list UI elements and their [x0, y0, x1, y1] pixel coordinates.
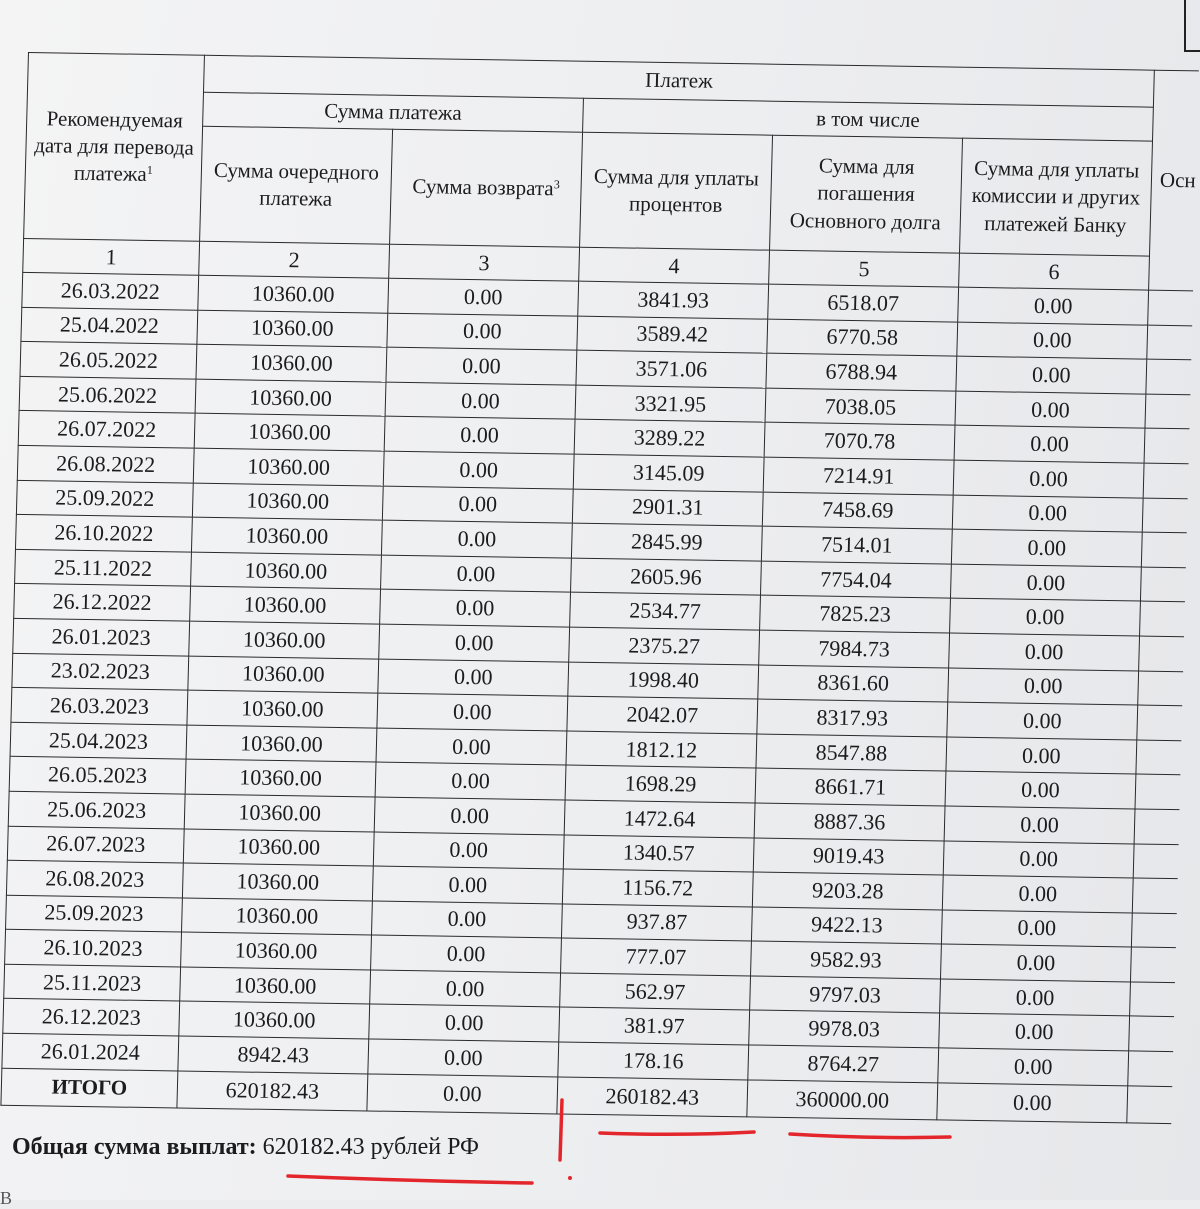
column-number: 3 — [389, 244, 580, 281]
cell-refund: 0.00 — [387, 313, 578, 351]
truncated-cell — [1130, 947, 1175, 982]
cell-date: 26.05.2023 — [9, 757, 186, 794]
cell-date: 26.01.2024 — [2, 1033, 179, 1070]
cell-principal: 9797.03 — [750, 976, 941, 1014]
cell-refund: 0.00 — [370, 970, 561, 1008]
cell-refund: 0.00 — [377, 693, 568, 731]
cell-commission: 0.00 — [939, 1013, 1130, 1051]
total-regular: 620182.43 — [177, 1071, 368, 1111]
cell-refund: 0.00 — [384, 417, 575, 455]
cell-date: 25.04.2022 — [21, 307, 198, 344]
cell-principal: 8661.71 — [755, 768, 946, 806]
cell-regular-payment: 10360.00 — [191, 517, 382, 555]
column-number: 1 — [23, 238, 200, 275]
cell-principal: 8764.27 — [748, 1045, 939, 1083]
underline-principal-total — [790, 1134, 950, 1138]
cell-principal: 9582.93 — [751, 941, 942, 979]
cell-regular-payment: 10360.00 — [186, 725, 377, 763]
cell-date: 25.11.2023 — [4, 964, 181, 1001]
cell-commission: 0.00 — [943, 840, 1134, 878]
cell-commission: 0.00 — [949, 633, 1140, 671]
cell-regular-payment: 10360.00 — [194, 414, 385, 452]
cell-refund: 0.00 — [374, 797, 565, 835]
header-commission: Сумма для уплаты комиссии и других платежей Банку — [960, 138, 1153, 256]
cell-interest: 3145.09 — [573, 454, 764, 492]
cell-interest: 3841.93 — [578, 281, 769, 319]
truncated-cell — [1134, 809, 1179, 844]
cell-principal: 8547.88 — [756, 734, 947, 772]
cell-date: 26.01.2023 — [13, 618, 190, 655]
truncated-cell — [1128, 1051, 1173, 1086]
cell-refund: 0.00 — [369, 1004, 560, 1042]
cell-commission: 0.00 — [947, 702, 1138, 740]
cell-commission: 0.00 — [953, 460, 1144, 498]
cell-principal: 9019.43 — [753, 838, 944, 876]
cell-interest: 2534.77 — [570, 592, 761, 630]
cell-refund: 0.00 — [388, 278, 579, 316]
cell-date: 26.08.2023 — [6, 860, 183, 897]
cell-interest: 3571.06 — [576, 350, 767, 388]
truncated-cell — [1145, 394, 1190, 429]
cell-regular-payment: 10360.00 — [193, 448, 384, 486]
schedule-rows — [2, 272, 1193, 1086]
cell-regular-payment: 10360.00 — [192, 483, 383, 521]
cell-date: 25.09.2022 — [16, 480, 193, 517]
header-sum-group: Сумма платежа — [203, 92, 584, 132]
cell-refund: 0.00 — [371, 901, 562, 939]
truncated-cell — [1138, 671, 1183, 706]
cell-refund: 0.00 — [378, 659, 569, 697]
cell-date: 26.10.2023 — [5, 930, 182, 967]
cell-commission: 0.00 — [942, 875, 1133, 913]
cell-regular-payment: 10360.00 — [181, 932, 372, 970]
cell-interest: 937.87 — [561, 904, 752, 942]
cell-regular-payment: 8942.43 — [178, 1036, 369, 1074]
payment-schedule-table — [0, 52, 1198, 1124]
cell-commission: 0.00 — [954, 425, 1145, 463]
cell-principal: 8887.36 — [754, 803, 945, 841]
truncated-cell — [1136, 740, 1181, 775]
column-number: 6 — [959, 253, 1150, 290]
summary-label: Общая сумма выплат: — [12, 1134, 257, 1160]
truncated-cell — [1131, 913, 1176, 948]
truncated-cell — [1135, 774, 1180, 809]
cell-date: 26.12.2023 — [3, 999, 180, 1036]
cell-regular-payment: 10360.00 — [198, 275, 389, 313]
truncated-cell — [1133, 843, 1178, 878]
cell-principal: 7825.23 — [760, 595, 951, 633]
cell-regular-payment: 10360.00 — [195, 379, 386, 417]
cell-date: 25.11.2022 — [15, 549, 192, 586]
cell-regular-payment: 10360.00 — [189, 621, 380, 659]
total-commission: 0.00 — [937, 1083, 1128, 1123]
cell-date: 26.12.2022 — [14, 584, 191, 621]
cell-refund: 0.00 — [383, 451, 574, 489]
schedule-table-wrap — [0, 52, 1198, 1124]
truncated-cell — [1130, 982, 1175, 1017]
cell-interest: 1340.57 — [563, 835, 754, 873]
cell-refund: 0.00 — [373, 832, 564, 870]
cell-interest: 1156.72 — [562, 869, 753, 907]
cell-principal: 7038.05 — [765, 388, 956, 426]
cell-regular-payment: 10360.00 — [188, 656, 379, 694]
cell-principal: 7458.69 — [762, 492, 953, 530]
cell-interest: 1472.64 — [564, 800, 755, 838]
cell-date: 25.06.2023 — [8, 791, 185, 828]
cell-commission: 0.00 — [952, 495, 1143, 533]
cell-refund: 0.00 — [380, 589, 571, 627]
cell-interest: 381.97 — [559, 1007, 750, 1045]
cell-regular-payment: 10360.00 — [182, 863, 373, 901]
corner-frame — [1184, 0, 1200, 52]
cell-interest: 2042.07 — [567, 696, 758, 734]
cell-principal: 6518.07 — [768, 284, 959, 322]
cell-interest: 3289.22 — [574, 420, 765, 458]
cell-refund: 0.00 — [379, 624, 570, 662]
cell-interest: 3321.95 — [575, 385, 766, 423]
pen-dot — [568, 1176, 572, 1180]
cell-principal: 9203.28 — [752, 872, 943, 910]
underline-summary-amount — [288, 1176, 532, 1183]
cell-commission: 0.00 — [945, 771, 1136, 809]
cell-regular-payment: 10360.00 — [181, 898, 372, 936]
cell-interest: 562.97 — [560, 973, 751, 1011]
cell-regular-payment: 10360.00 — [196, 344, 387, 382]
cell-principal: 7070.78 — [764, 422, 955, 460]
total-label: ИТОГО — [1, 1068, 178, 1108]
cell-date: 25.09.2023 — [6, 895, 183, 932]
header-refund: Сумма возврата$^3$ — [390, 129, 583, 247]
cell-interest: 2901.31 — [572, 489, 763, 527]
truncated-cell — [1143, 463, 1188, 498]
cell-commission: 0.00 — [957, 322, 1148, 360]
cell-commission: 0.00 — [946, 737, 1137, 775]
total-payments-summary — [12, 1134, 479, 1161]
header-regular-payment: Сумма очередного платежа — [200, 126, 393, 244]
cell-commission: 0.00 — [948, 668, 1139, 706]
cell-principal: 9978.03 — [749, 1010, 940, 1048]
cell-regular-payment: 10360.00 — [180, 967, 371, 1005]
header-interest: Сумма для уплаты процентов — [580, 132, 773, 250]
truncated-cell — [1142, 498, 1187, 533]
cell-principal: 7214.91 — [763, 457, 954, 495]
cell-date: 25.04.2023 — [10, 722, 187, 759]
cell-regular-payment: 10360.00 — [185, 759, 376, 797]
truncated-cell — [1140, 567, 1185, 602]
cell-commission: 0.00 — [958, 287, 1149, 325]
truncated-cell — [1146, 359, 1191, 394]
cell-principal: 8317.93 — [757, 699, 948, 737]
cell-date: 25.06.2022 — [19, 376, 196, 413]
cell-regular-payment: 10360.00 — [184, 794, 375, 832]
column-number: 5 — [769, 250, 960, 287]
cell-date: 26.03.2022 — [22, 272, 199, 309]
cell-regular-payment: 10360.00 — [190, 586, 381, 624]
cell-commission: 0.00 — [941, 910, 1132, 948]
cell-principal: 8361.60 — [758, 665, 949, 703]
cell-commission: 0.00 — [940, 944, 1131, 982]
header-payment: Платеж — [203, 55, 1154, 107]
truncated-cell — [1144, 428, 1189, 463]
cell-date: 26.08.2022 — [17, 445, 194, 482]
cell-refund: 0.00 — [386, 347, 577, 385]
cell-refund: 0.00 — [381, 555, 572, 593]
total-interest: 260182.43 — [557, 1077, 748, 1117]
header-principal: Сумма для погашения Основного долга — [770, 135, 963, 253]
cell-interest: 2845.99 — [571, 523, 762, 561]
total-principal: 360000.00 — [747, 1080, 938, 1120]
cell-commission: 0.00 — [956, 356, 1147, 394]
cell-date: 26.03.2023 — [11, 687, 188, 724]
header-including-group: в том числе — [583, 98, 1154, 141]
cut-off-text: В — [0, 1188, 13, 1208]
cell-interest: 1812.12 — [566, 731, 757, 769]
truncated-cell — [1127, 1086, 1172, 1124]
cell-refund: 0.00 — [372, 866, 563, 904]
cell-date: 26.07.2023 — [7, 826, 184, 863]
cell-refund: 0.00 — [371, 935, 562, 973]
cell-interest: 178.16 — [558, 1042, 749, 1080]
cell-principal: 6770.58 — [767, 319, 958, 357]
cell-refund: 0.00 — [382, 486, 573, 524]
total-refund: 0.00 — [367, 1074, 558, 1114]
cell-interest: 3589.42 — [577, 316, 768, 354]
cell-interest: 1998.40 — [568, 662, 759, 700]
summary-amount: 620182.43 — [262, 1134, 365, 1160]
cell-refund: 0.00 — [381, 520, 572, 558]
cell-regular-payment: 10360.00 — [179, 1001, 370, 1039]
cell-date: 26.05.2022 — [20, 342, 197, 379]
cell-regular-payment: 10360.00 — [187, 690, 378, 728]
truncated-cell — [1147, 325, 1192, 360]
column-number: 4 — [579, 247, 770, 284]
truncated-cell — [1129, 1016, 1174, 1051]
truncated-cell — [1140, 601, 1185, 636]
cell-interest: 777.07 — [561, 938, 752, 976]
underline-interest-total — [600, 1132, 754, 1134]
cell-regular-payment: 10360.00 — [191, 552, 382, 590]
cell-interest: 1698.29 — [565, 765, 756, 803]
cell-principal: 7984.73 — [759, 630, 950, 668]
column-number: 2 — [199, 241, 390, 278]
cell-commission: 0.00 — [944, 806, 1135, 844]
cell-date: 26.07.2022 — [18, 411, 195, 448]
cell-commission: 0.00 — [955, 391, 1146, 429]
truncated-cell — [1148, 290, 1193, 325]
cell-refund: 0.00 — [385, 382, 576, 420]
truncated-cell — [1139, 636, 1184, 671]
cell-date: 26.10.2022 — [15, 515, 192, 552]
cell-refund: 0.00 — [376, 728, 567, 766]
cell-principal: 9422.13 — [751, 907, 942, 945]
cell-principal: 7754.04 — [760, 561, 951, 599]
cell-interest: 2375.27 — [569, 627, 760, 665]
truncated-cell — [1141, 532, 1186, 567]
summary-currency: рублей РФ — [370, 1134, 479, 1160]
cell-commission: 0.00 — [950, 598, 1141, 636]
cell-regular-payment: 10360.00 — [197, 310, 388, 348]
header-truncated-column: Осн — [1149, 70, 1199, 291]
cell-commission: 0.00 — [940, 979, 1131, 1017]
header-date: Рекомендуемая дата для перевода платежа$^1$ — [24, 53, 205, 242]
cell-principal: 6788.94 — [766, 353, 957, 391]
cell-date: 23.02.2023 — [12, 653, 189, 690]
cell-principal: 7514.01 — [761, 526, 952, 564]
cell-interest: 2605.96 — [571, 558, 762, 596]
cell-refund: 0.00 — [368, 1039, 559, 1077]
cell-commission: 0.00 — [938, 1048, 1129, 1086]
cell-commission: 0.00 — [950, 564, 1141, 602]
cell-commission: 0.00 — [951, 529, 1142, 567]
truncated-cell — [1132, 878, 1177, 913]
cell-refund: 0.00 — [375, 762, 566, 800]
truncated-cell — [1137, 705, 1182, 740]
cell-regular-payment: 10360.00 — [183, 829, 374, 867]
